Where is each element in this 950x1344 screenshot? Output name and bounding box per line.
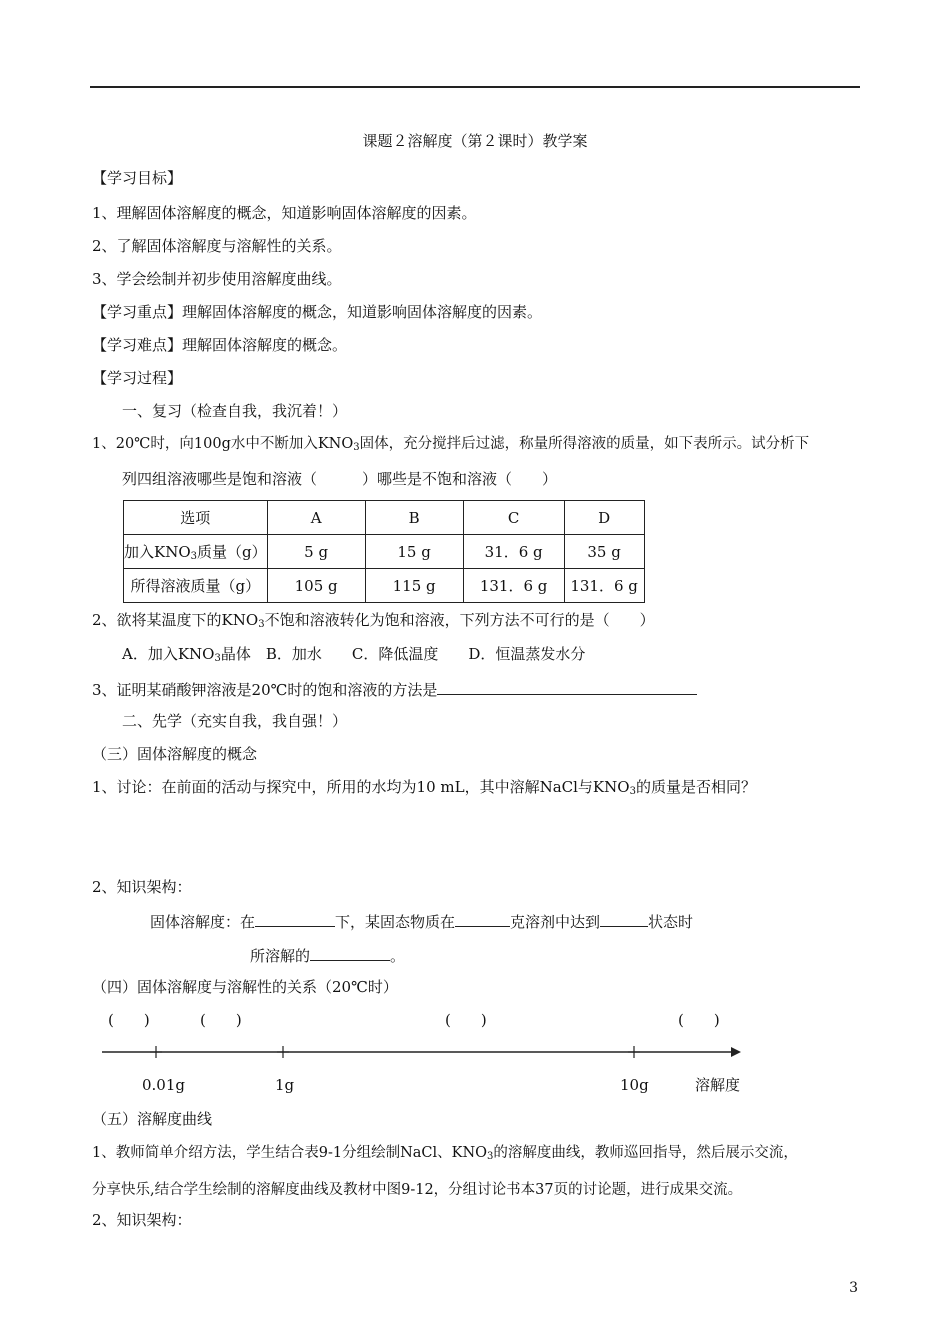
- answer-blank[interactable]: [600, 910, 648, 927]
- question-1: [92, 434, 809, 458]
- paren-blank-2[interactable]: ( ): [200, 1011, 242, 1029]
- table-cell: 131．6 g: [564, 569, 644, 603]
- page-number: 3: [849, 1280, 858, 1296]
- def-text-2: 下，某固态物质在: [335, 913, 456, 931]
- tick-label: 10g: [620, 1076, 649, 1094]
- subscript: 3: [190, 551, 198, 562]
- def-text-4: 状态时: [648, 913, 694, 931]
- solubility-axis: [95, 1040, 755, 1064]
- page-title: 课题２溶解度（第２课时）教学案: [362, 132, 588, 150]
- q2-opt-b: 晶体 B．加水 C．降低温度 D．恒温蒸发水分: [220, 645, 586, 663]
- subscript: 3: [629, 786, 636, 797]
- q2-text-a: 2、欲将某温度下的KNO: [92, 611, 259, 629]
- difficulty: 【学习难点】理解固体溶解度的概念。: [92, 336, 348, 354]
- definition-line-1: [150, 910, 693, 932]
- section-5-heading: （五）溶解度曲线: [92, 1110, 213, 1128]
- def-text-1: 固体溶解度：在: [150, 913, 256, 931]
- subscript: 3: [214, 653, 221, 664]
- subscript: 3: [353, 442, 360, 453]
- def-text-6: 。: [390, 947, 406, 965]
- process-header: 【学习过程】: [92, 369, 183, 387]
- discussion-question: [92, 777, 756, 802]
- question-1-line2: 列四组溶液哪些是饱和溶液（ ）哪些是不饱和溶液（ ）: [122, 470, 558, 488]
- paren-blank-4[interactable]: ( ): [678, 1011, 720, 1029]
- table-row: [124, 501, 645, 535]
- curve-paragraph-line1: [92, 1143, 798, 1167]
- kno3-table: [123, 500, 645, 603]
- table-cell: 105 g: [267, 569, 365, 603]
- objective-1: 1、理解固体溶解度的概念，知道影响固体溶解度的因素。: [92, 204, 477, 222]
- def-text-5: 所溶解的: [250, 947, 311, 965]
- question-2-options: [122, 644, 585, 669]
- table-cell: B: [365, 501, 463, 535]
- table-cell: 所得溶液质量（g）: [124, 569, 268, 603]
- curve-paragraph-line2: 分享快乐,结合学生绘制的溶解度曲线及教材中图9-12，分组讨论书本37页的讨论题，进行成果交流。: [92, 1182, 743, 1198]
- focus: 【学习重点】理解固体溶解度的概念，知道影响固体溶解度的因素。: [92, 303, 543, 321]
- row1-label-a: 加入KNO: [124, 543, 191, 561]
- subscript: 3: [258, 619, 265, 630]
- tick-label: 0.01g: [142, 1076, 186, 1094]
- disc-text-b: 的质量是否相同？: [635, 778, 756, 796]
- row1-label-b: 质量（g）: [197, 543, 267, 561]
- answer-blank[interactable]: [310, 944, 390, 961]
- knowledge-framework-label: 2、知识架构：: [92, 878, 192, 896]
- section-3-heading: （三）固体溶解度的概念: [92, 745, 258, 763]
- table-cell: [124, 535, 268, 569]
- disc-text-a: 1、讨论：在前面的活动与探究中，所用的水均为10 mL，其中溶解NaCl与KNO: [92, 778, 630, 796]
- objective-2: 2、了解固体溶解度与溶解性的关系。: [92, 237, 342, 255]
- table-cell: 5 g: [267, 535, 365, 569]
- section-4-heading: （四）固体溶解度与溶解性的关系（20℃时）: [92, 978, 398, 996]
- q2-opt-a: A．加入KNO: [122, 645, 215, 663]
- axis-label: 溶解度: [695, 1076, 741, 1094]
- table-cell: A: [267, 501, 365, 535]
- table-cell: 115 g: [365, 569, 463, 603]
- table-row: [124, 535, 645, 569]
- paren-blank-1[interactable]: ( ): [108, 1011, 150, 1029]
- q1-text-a: 1、20℃时，向100g水中不断加入KNO: [92, 436, 354, 452]
- def-text-3: 克溶剂中达到: [510, 913, 601, 931]
- answer-blank[interactable]: [437, 678, 697, 695]
- q3-text: 3、证明某硝酸钾溶液是20℃时的饱和溶液的方法是: [92, 681, 438, 699]
- prestudy-header: 二、先学（充实自我，我自强！）: [122, 712, 348, 730]
- tick-label: 1g: [275, 1076, 295, 1094]
- table-row: [124, 569, 645, 603]
- axis-arrow: [731, 1047, 741, 1057]
- q2-text-b: 不饱和溶液转化为饱和溶液，下列方法不可行的是（ ）: [264, 611, 655, 629]
- header-rule: [90, 86, 860, 88]
- paren-blank-3[interactable]: ( ): [445, 1011, 487, 1029]
- table-cell: 15 g: [365, 535, 463, 569]
- answer-blank[interactable]: [455, 910, 510, 927]
- objective-3: 3、学会绘制并初步使用溶解度曲线。: [92, 270, 342, 288]
- curve-text-2: 的溶解度曲线，教师巡回指导，然后展示交流，: [493, 1145, 798, 1161]
- review-header: 一、复习（检查自我，我沉着！）: [122, 402, 348, 420]
- curve-text-1: 1、教师简单介绍方法，学生结合表9-1分组绘制NaCl、KNO: [92, 1145, 488, 1161]
- answer-blank[interactable]: [255, 910, 335, 927]
- question-2: [92, 610, 655, 635]
- definition-line-2: [250, 944, 405, 966]
- question-3: [92, 678, 697, 700]
- knowledge-framework-label-2: 2、知识架构：: [92, 1211, 192, 1229]
- objectives-header: 【学习目标】: [92, 169, 183, 187]
- subscript: 3: [487, 1151, 494, 1162]
- table-cell: C: [463, 501, 564, 535]
- table-cell: 35 g: [564, 535, 644, 569]
- table-cell: 选项: [124, 501, 268, 535]
- table-cell: 131．6 g: [463, 569, 564, 603]
- table-cell: 31．6 g: [463, 535, 564, 569]
- table-cell: D: [564, 501, 644, 535]
- q1-text-b: 固体，充分搅拌后过滤，称量所得溶液的质量，如下表所示。试分析下: [359, 436, 810, 452]
